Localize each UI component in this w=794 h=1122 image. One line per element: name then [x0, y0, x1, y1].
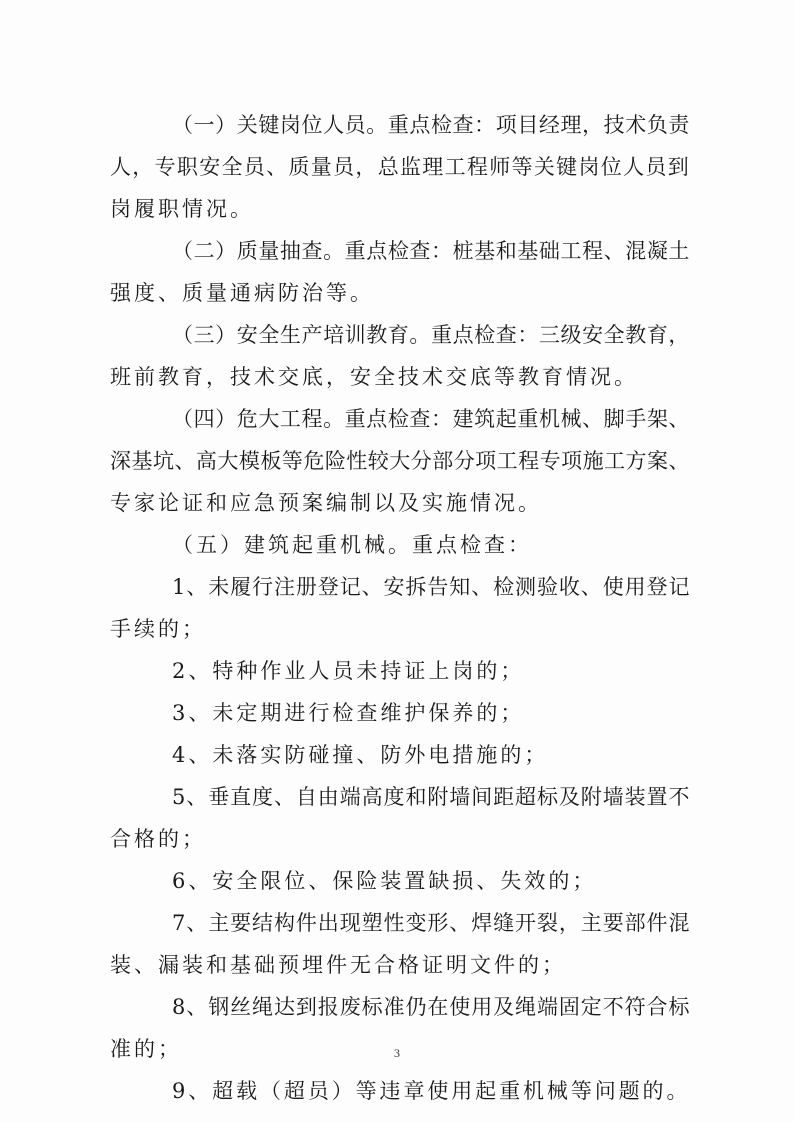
list-item-2: 2、特种作业人员未持证上岗的；	[172, 659, 525, 683]
list-item-5-line-2: 合格的；	[110, 827, 206, 851]
list-item-5-line-1: 5、垂直度、自由端高度和附墙间距超标及附墙装置不	[172, 785, 691, 809]
paragraph-1-line-2: 人，专职安全员、质量员，总监理工程师等关键岗位人员到	[110, 155, 690, 179]
paragraph-4-line-1: （四）危大工程。重点检查：建筑起重机械、脚手架、	[172, 407, 690, 431]
list-item-7-line-1: 7、主要结构件出现塑性变形、焊缝开裂，主要部件混	[172, 911, 691, 935]
list-item-9: 9、超载（超员）等违章使用起重机械等问题的。	[172, 1079, 691, 1103]
paragraph-4-line-2: 深基坑、高大模板等危险性较大分部分项工程专项施工方案、	[110, 449, 690, 473]
list-item-1-line-1: 1、未履行注册登记、安拆告知、检测验收、使用登记	[172, 575, 691, 599]
paragraph-2-line-1: （二）质量抽查。重点检查：桩基和基础工程、混凝土	[172, 239, 690, 263]
paragraph-4-line-3: 专家论证和应急预案编制以及实施情况。	[110, 491, 542, 515]
list-item-7-line-2: 装、漏装和基础预埋件无合格证明文件的；	[110, 953, 566, 977]
list-item-3: 3、未定期进行检查维护保养的；	[172, 701, 525, 725]
page-number: 3	[394, 1046, 400, 1060]
paragraph-5-heading: （五）建筑起重机械。重点检查：	[172, 533, 532, 557]
paragraph-1-line-3: 岗履职情况。	[110, 197, 254, 221]
list-item-4: 4、未落实防碰撞、防外电措施的；	[172, 743, 549, 767]
list-item-6: 6、安全限位、保险装置缺损、失效的；	[172, 869, 597, 893]
paragraph-2-line-2: 强度、质量通病防治等。	[110, 281, 374, 305]
paragraph-3-line-1: （三）安全生产培训教育。重点检查：三级安全教育，	[172, 323, 690, 347]
list-item-1-line-2: 手续的；	[110, 617, 206, 641]
list-item-8-line-2: 准的；	[110, 1037, 182, 1061]
paragraph-3-line-2: 班前教育，技术交底，安全技术交底等教育情况。	[110, 365, 638, 389]
list-item-8-line-1: 8、钢丝绳达到报废标准仍在使用及绳端固定不符合标	[172, 995, 691, 1019]
paragraph-1-line-1: （一）关键岗位人员。重点检查：项目经理，技术负责	[172, 113, 690, 137]
